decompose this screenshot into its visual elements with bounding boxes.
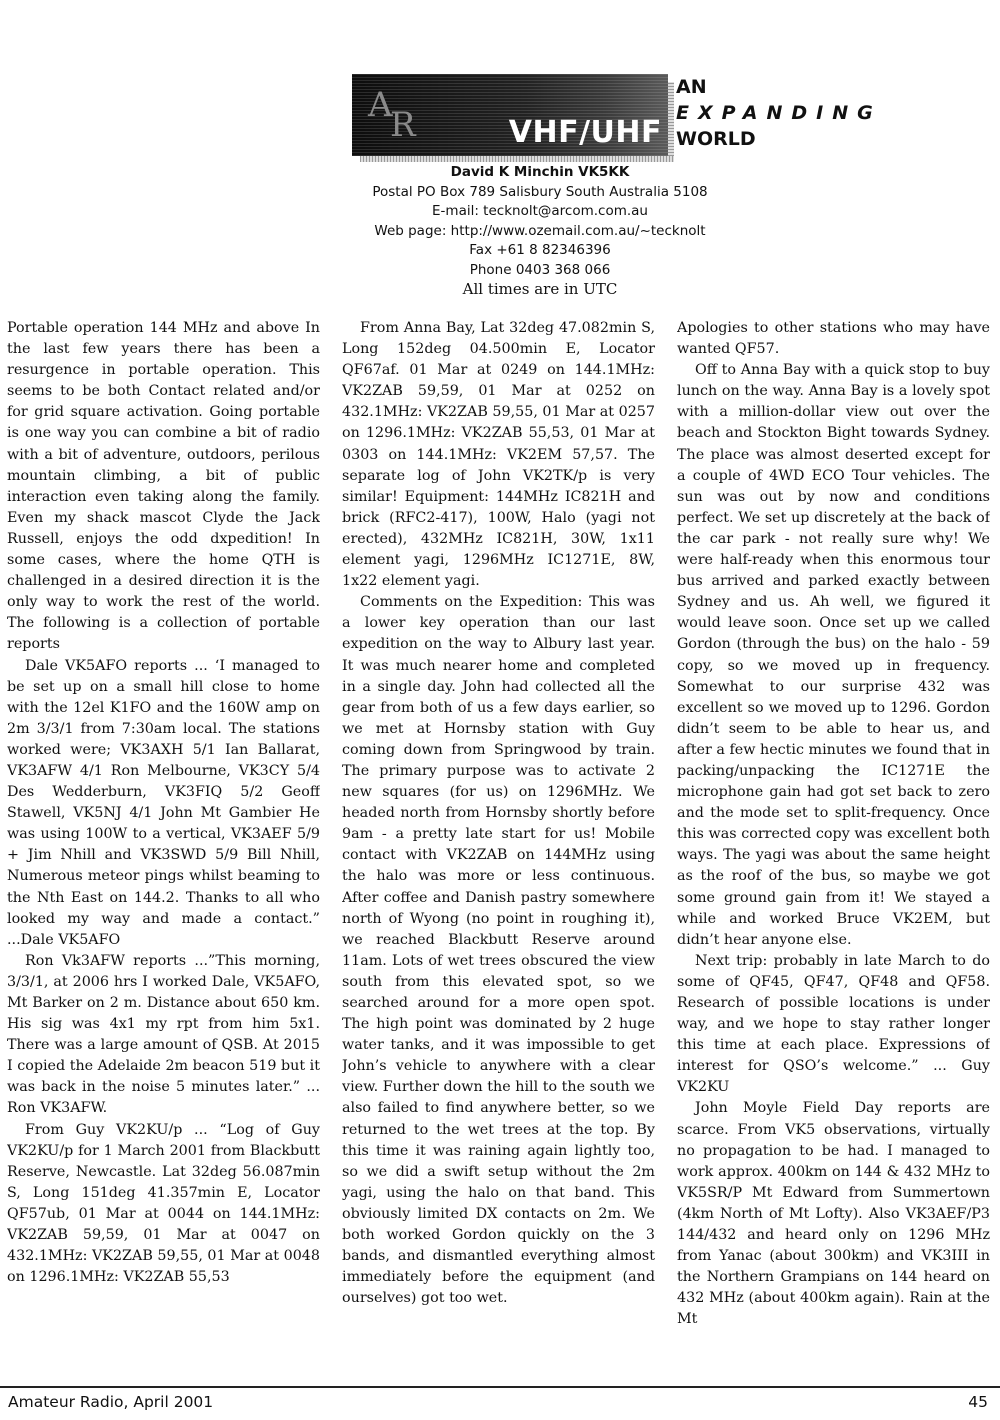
paragraph: Off to Anna Bay with a quick stop to buy lunch on the way. Anna Bay is a lovely spot with a million-dollar view out over the beach and Stockton Bight towards Sydney. The place was almost deserted except for a couple of 4WD ECO Tour vehicles. The sun was out by now and conditions perfect. We set up discretely at the back of the car park - not really sure why! We were half-ready when this enormous tour bus arrived and parked exactly between Sydney and us. Ah well, we figured it would leave soon. Once set up we called Gordon (through the bus) on the halo - 59 copy, so we moved up in frequency. Somewhat to our surprise 432 was excellent so we moved up to 1296. Gordon didn’t seem to be able to hear us, and after a few hectic minutes we found that in packing/unpacking the IC1271E the microphone gain had got set back to zero and the mode set to split-frequency. Once this was corrected copy was excellent both ways. The yagi was about the same height as the roof of the bus, so maybe we got some ground gain from it! We stayed a while and worked Bruce VK2EM, but didn’t hear anyone else.: [677, 362, 990, 948]
section-title: VHF/UHF: [508, 115, 662, 150]
postal-address: Postal PO Box 789 Salisbury South Australia 5108: [372, 183, 708, 200]
logo-letter-a: A: [368, 85, 393, 125]
column-3: [677, 318, 990, 1364]
paragraph: Ron Vk3AFW reports ...”This morning, 3/3/1, at 2006 hrs I worked Dale, VK5AFO, Mt Barker on 2 m. Distance about 650 km. His sig was 4x1 my rpt from him 5x1. There was a large amount of QSB. At 2015 I copied the Adelaide 2m beacon 519 but it was back in the noise 5 minutes later.” ... Ron VK3AFW.: [7, 952, 320, 1117]
paragraph: Next trip: probably in late March to do some of QF45, QF47, QF48 and QF58. Research of possible locations is under way, and we hope to stay rather longer this time at each place. Expressions of interest for QSO’s welcome.” ... Guy VK2KU: [677, 952, 990, 1096]
author-name: David K Minchin VK5KK: [450, 164, 630, 180]
title-line-3: WORLD: [676, 128, 756, 150]
times-note: All times are in UTC: [462, 280, 618, 298]
title-line-1: AN: [676, 76, 707, 98]
contact-block: [320, 163, 760, 300]
email-line: E-mail: tecknolt@arcom.com.au: [432, 203, 648, 219]
fax-line: Fax +61 8 82346396: [469, 242, 611, 258]
paragraph: From Anna Bay, Lat 32deg 47.082min S, Long 152deg 04.500min E, Locator QF67af. 01 Mar at 0249 on 144.1MHz: VK2ZAB 59,59, 01 Mar at 0252 on 432.1MHz: VK2ZAB 59,55, 01 Mar at 0257 on 1296.1MHz: VK2ZAB 55,53, 01 Mar at 0303 on 144.1MHz: VK2EM 57,57. The separate log of John VK2TK/p is very similar! Equipment: 144MHz IC821H and brick (RFC2-417), 100W, Halo (yagi not erected), 432MHz IC821H, 30W, 1x11 element yagi, 1296MHz IC1271E, 8W, 1x22 element yagi.: [342, 320, 655, 590]
banner-shadow: [360, 156, 674, 162]
logo-letter-r: R: [390, 105, 416, 145]
paragraph: Dale VK5AFO reports ... ‘I managed to be set up on a small hill close to home with the 12el K1FO and the 160W amp on 2m 3/3/1 from 7:30am local. The stations worked were; VK3AXH 5/1 Ian Ballarat, VK3AFW 4/1 Ron Melbourne, VK3CY 5/4 Des Wedderburn, VK3FIQ 5/2 Geoff Stawell, VK5NJ 4/1 John Mt Gambier He was using 100W to a vertical, VK3AEF 5/9 + Jim Nhill and VK3SWD 5/9 Bill Nhill, Numerous meteor pings whilst beaming to the Nth East on 144.2. Thanks to all who looked my way and made a contact.” ...Dale VK5AFO: [7, 657, 320, 948]
publication-info: Amateur Radio, April 2001: [8, 1393, 214, 1411]
paragraph: John Moyle Field Day reports are scarce. From VK5 observations, virtually no propagation to be had. I managed to work approx. 400km on 144 & 432 MHz to VK5SR/P Mt Edward from Summertown (4km North of Mt Lofty). Also VK3AEF/P3 144/432 and heard only on 1296 MHz from Yanac (about 300km) and VK3III in the Northern Grampians on 144 heard on 432 MHz (about 400km again). Rain at the Mt: [677, 1100, 990, 1328]
web-line: Web page: http://www.ozemail.com.au/~tecknolt: [374, 222, 706, 239]
phone-line: Phone 0403 368 066: [469, 261, 611, 278]
title-line-2: EXPANDING: [676, 102, 882, 124]
section-banner: [352, 74, 668, 156]
article-title: [676, 74, 882, 152]
column-2: [342, 318, 655, 1364]
column-1: [7, 318, 320, 1364]
ar-logo: [368, 85, 424, 145]
paragraph: From Guy VK2KU/p ... “Log of Guy VK2KU/p for 1 March 2001 from Blackbutt Reserve, Newcastle. Lat 32deg 56.087min S, Long 151deg 41.357min E, Locator QF57ub, 01 Mar at 0044 on 144.1MHz: VK2ZAB 59,59, 01 Mar at 0047 on 432.1MHz: VK2ZAB 59,55, 01 Mar at 0048 on 1296.1MHz: VK2ZAB 55,53: [7, 1121, 320, 1286]
paragraph: Portable operation 144 MHz and above In the last few years there has been a resurgence in portable operation. This seems to be both Contact related and/or for grid square activation. Going portable is one way you can combine a bit of radio with a bit of adventure, outdoors, perilous mountain climbing, a bit of public interaction even taking along the family. Even my shack mascot Clyde the Jack Russell, enjoys the odd dxpedition! In some cases, where the home QTH is challenged in a desired direction it is the only way to work the rest of the world. The following is a collection of portable reports: [7, 320, 320, 653]
paragraph: Comments on the Expedition: This was a lower key operation than our last expedition on the way to Albury last year. It was much nearer home and completed in a single day. John had collected all the gear from both of us a few days earlier, so we met at Hornsby station with Guy coming down from Springwood by train. The primary purpose was to activate 2 new squares (for us) on 1296MHz. We headed north from Hornsby shortly before 9am - a pretty late start for us! Mobile contact with VK2ZAB on 144MHz using the halo was more or less continuous. After coffee and Danish pastry somewhere north of Wyong (no point in roughing it), we reached Blackbutt Reserve around 11am. Lots of wet trees obscured the view south from this elevated spot, so we searched around for a more open spot. The high point was dominated by 2 huge water tanks, and it was impossible to get John’s vehicle to anywhere with a clear view. Further down the hill to the south we also failed to find anywhere better, so we returned to the wet trees at the top. By this time it was raining again lightly too, so we did a swift setup without the 2m yagi, using the halo on that band. This obviously limited DX contacts on 2m. We both worked Gordon quickly on the 3 bands, and dismantled everything almost immediately before the equipment (and ourselves) got too wet.: [342, 594, 655, 1307]
footer-rule: [0, 1386, 1000, 1388]
paragraph: Apologies to other stations who may have wanted QF57.: [677, 320, 990, 358]
page-number: 45: [968, 1393, 988, 1411]
